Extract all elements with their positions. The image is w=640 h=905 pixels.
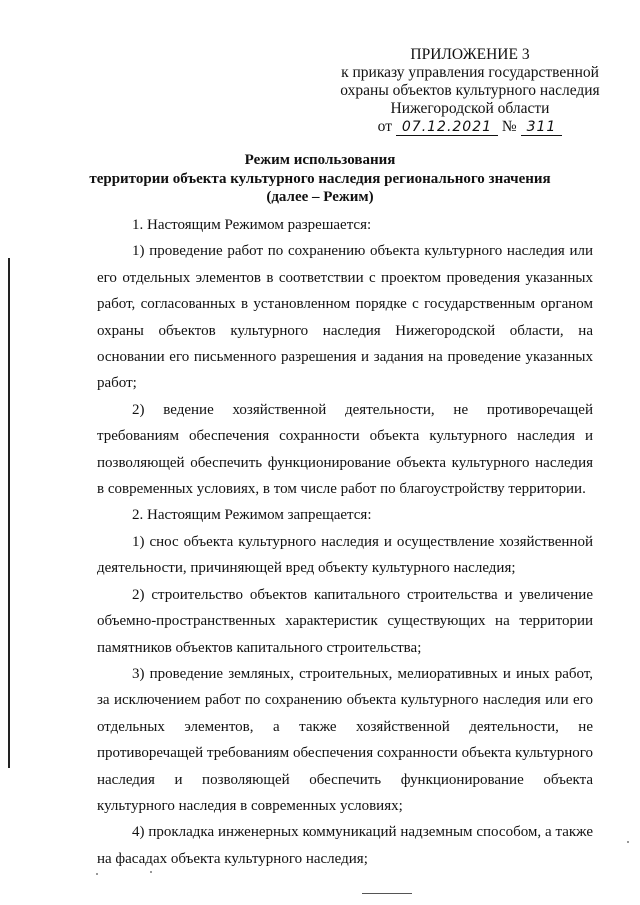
scan-margin-line (8, 258, 10, 768)
number-label: № (501, 118, 517, 135)
scan-speck (150, 871, 152, 873)
order-date: 07.12.2021 (396, 119, 498, 136)
paragraph: 3) проведение земляных, строительных, мелиоративных и иных работ, за исключением работ по сохранению объекта культурного наследия или его отдельных элементов, а также хозяйственной деятельности, не противоречащей требованиям обеспечения сохранности объекта культурного наследия и позволяющей обеспечить функционирование объекта культурного наследия в современных условиях; (97, 665, 593, 814)
paragraph: 1) снос объекта культурного наследия и осуществление хозяйственной деятельности, причиняющей вред объекту культурного наследия; (97, 533, 593, 577)
document-heading (60, 151, 580, 207)
date-prefix: от (377, 118, 392, 135)
paragraph: 4) прокладка инженерных коммуникаций надземным способом, а также на фасадах объекта культурного наследия; (97, 824, 593, 867)
heading-line-2: территории объекта культурного наследия регионального значения (89, 170, 551, 187)
appendix-block (320, 46, 620, 136)
appendix-title: ПРИЛОЖЕНИЕ 3 (410, 46, 530, 63)
scan-speck (96, 873, 98, 875)
appendix-line-2: охраны объектов культурного наследия (340, 82, 600, 99)
scan-speck (627, 841, 629, 843)
paragraph: 1) проведение работ по сохранению объекта культурного наследия или его отдельных элементов в соответствии с проектом проведения указанных работ, согласованных в установленном порядке с государственным органом охраны объектов культурного наследия Нижегородской области, на основании его письменного разрешения и задания на проведение указанных работ; (97, 243, 593, 392)
document-body (97, 212, 593, 872)
paragraph: 2. Настоящим Режимом запрещается: (132, 507, 372, 524)
appendix-line-3: Нижегородской области (390, 100, 550, 117)
heading-line-1: Режим использования (244, 152, 396, 168)
order-number: 311 (521, 119, 563, 136)
heading-line-3: (далее – Режим) (266, 189, 374, 205)
paragraph: 2) ведение хозяйственной деятельности, не противоречащей требованиям обеспечения сохранности объекта культурного наследия и позволяющей обеспечить функционирование объекта культурного наследия в современных условиях, в том числе работ по благоустройству территории. (97, 401, 593, 498)
order-date-line (320, 118, 620, 136)
appendix-line-1: к приказу управления государственной (341, 64, 599, 81)
paragraph: 1. Настоящим Режимом разрешается: (132, 217, 372, 233)
scan-bottom-mark (362, 893, 412, 894)
paragraph: 2) строительство объектов капитального строительства и увеличение объемно-пространственных характеристик существующих на территории памятников объектов капитального строительства; (97, 586, 593, 656)
